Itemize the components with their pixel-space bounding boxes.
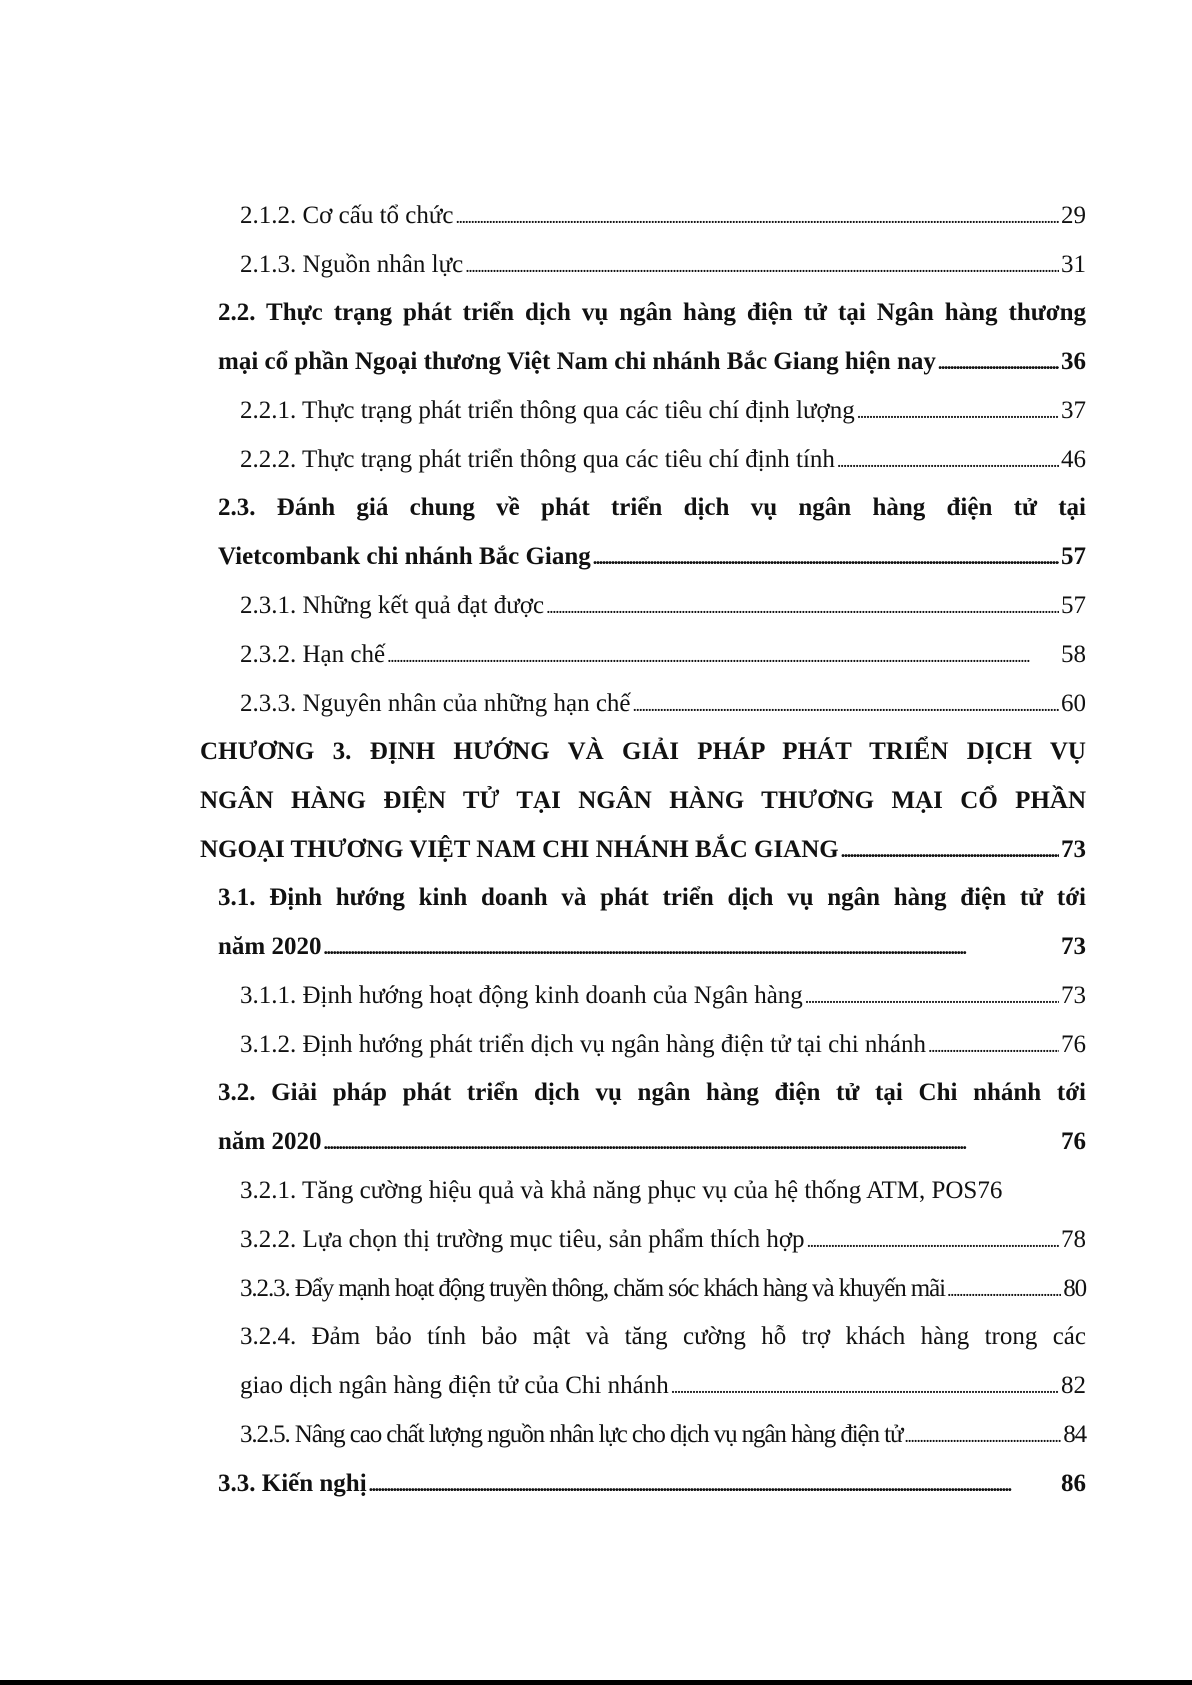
toc-entry-2-2-1[interactable] [240,395,1086,428]
toc-page: 58 [1061,641,1086,668]
leader-dots [456,200,1059,233]
toc-title: NGOẠI THƯƠNG VIỆT NAM CHI NHÁNH BẮC GIANG [200,836,839,863]
toc-page: 76 [977,1177,1003,1204]
toc-page: 60 [1061,690,1086,717]
toc-title: 3.3. Kiến nghị [218,1470,367,1497]
toc-entry-3-2-5[interactable] [240,1419,1086,1452]
leader-dots [857,395,1059,428]
leader-dots [904,1419,1061,1452]
toc-title: 3.1.2. Định hướng phát triển dịch vụ ngân hàng điện tử tại chi nhánh [240,1031,927,1058]
toc-title-line: 2.3. Đánh giá chung về phát triển dịch vụ ngân hàng điện tử tại [218,494,1086,521]
toc-title: 2.3.1. Những kết quả đạt được [240,592,545,619]
toc-title: giao dịch ngân hàng điện tử của Chi nhánh [240,1372,669,1399]
toc-title: 2.1.2. Cơ cấu tổ chức [240,202,454,229]
toc-entry-2-3-2[interactable] [240,639,1086,672]
leader-dots [805,980,1059,1013]
toc-entry-3-1-1[interactable] [240,980,1086,1013]
toc-page: 78 [1061,1226,1086,1253]
toc-title: 2.1.3. Nguồn nhân lực [240,251,464,278]
toc-entry-2-2[interactable] [218,297,1086,379]
toc-page: 76 [1061,1031,1086,1058]
toc-page: 57 [1061,592,1086,619]
leader-dots [837,444,1059,477]
toc-entry-2-1-2[interactable] [240,200,1086,233]
leader-dots [841,834,1059,867]
toc-page: 37 [1061,397,1086,424]
toc-entry-3-2-2[interactable] [240,1224,1086,1257]
leader-dots [323,931,1059,964]
toc-title: 3.2.3. Đẩy mạnh hoạt động truyền thông, chăm sóc khách hàng và khuyến mãi [240,1275,945,1302]
toc-title: mại cổ phần Ngoại thương Việt Nam chi nhánh Bắc Giang hiện nay [218,348,936,375]
leader-dots [387,639,1059,672]
toc-title: 2.3.2. Hạn chế [240,641,386,668]
toc-title-line: 3.1. Định hướng kinh doanh và phát triển dịch vụ ngân hàng điện tử tới [218,884,1086,911]
leader-dots [928,1029,1059,1062]
toc-page: 36 [1061,348,1086,375]
toc-entry-chapter-3[interactable] [200,736,1086,867]
toc-page: 57 [1061,543,1086,570]
toc-title: 2.2.1. Thực trạng phát triển thông qua các tiêu chí định lượng [240,397,855,424]
leader-dots [947,1273,1061,1306]
leader-dots [323,1126,1059,1159]
page-bottom-border [0,1680,1192,1685]
toc-title: Vietcombank chi nhánh Bắc Giang [218,543,591,570]
toc-title: năm 2020 [218,933,322,960]
leader-dots [546,590,1059,623]
toc-entry-3-2-3[interactable] [240,1273,1086,1306]
toc-entry-3-2[interactable] [218,1077,1086,1159]
leader-dots [465,249,1059,282]
toc-title-line: 3.2. Giải pháp phát triển dịch vụ ngân hàng điện tử tại Chi nhánh tới [218,1079,1086,1106]
leader-dots [807,1224,1059,1257]
toc-entry-2-3-1[interactable] [240,590,1086,623]
leader-dots [593,541,1059,574]
leader-dots [938,346,1059,379]
toc-title: năm 2020 [218,1128,322,1155]
toc-page: 82 [1061,1372,1086,1399]
toc-title: 3.2.5. Nâng cao chất lượng nguồn nhân lực cho dịch vụ ngân hàng điện tử [240,1421,903,1448]
toc-page: 73 [1061,933,1086,960]
toc-entry-2-1-3[interactable] [240,249,1086,282]
toc-page: 84 [1063,1421,1086,1448]
toc-entry-3-2-1[interactable] [240,1175,1106,1207]
toc-title-line: CHƯƠNG 3. ĐỊNH HƯỚNG VÀ GIẢI PHÁP PHÁT TRIỂN DỊCH VỤ [200,738,1086,765]
toc-page: 29 [1061,202,1086,229]
toc-title-line: NGÂN HÀNG ĐIỆN TỬ TẠI NGÂN HÀNG THƯƠNG MẠI CỔ PHẦN [200,787,1086,814]
toc-page: 80 [1063,1275,1086,1302]
toc-page: 46 [1061,446,1086,473]
toc-title: 3.2.2. Lựa chọn thị trường mục tiêu, sản phẩm thích hợp [240,1226,805,1253]
toc-page: 73 [1061,836,1086,863]
toc-entry-2-3[interactable] [218,492,1086,574]
toc-title-line: 3.2.4. Đảm bảo tính bảo mật và tăng cường hỗ trợ khách hàng trong các [240,1323,1086,1350]
toc-entry-3-3[interactable] [218,1468,1086,1501]
toc-entry-2-2-2[interactable] [240,444,1086,477]
toc-page: 86 [1061,1470,1086,1497]
toc-entry-2-3-3[interactable] [240,688,1086,721]
leader-dots [369,1468,1059,1501]
leader-dots [633,688,1059,721]
toc-page: 31 [1061,251,1086,278]
toc-title: 2.3.3. Nguyên nhân của những hạn chế [240,690,631,717]
toc-page: 73 [1061,982,1086,1009]
toc-title: 3.1.1. Định hướng hoạt động kinh doanh của Ngân hàng [240,982,803,1009]
toc-entry-3-1-2[interactable] [240,1029,1086,1062]
leader-dots [671,1370,1059,1403]
toc-entry-3-2-4[interactable] [240,1321,1086,1403]
toc-title: 3.2.1. Tăng cường hiệu quả và khả năng phục vụ của hệ thống ATM, POS [240,1177,978,1204]
toc-title: 2.2.2. Thực trạng phát triển thông qua các tiêu chí định tính [240,446,835,473]
toc-entry-3-1[interactable] [218,882,1086,964]
toc-title-line: 2.2. Thực trạng phát triển dịch vụ ngân hàng điện tử tại Ngân hàng thương [218,299,1086,326]
toc-page: 76 [1061,1128,1086,1155]
